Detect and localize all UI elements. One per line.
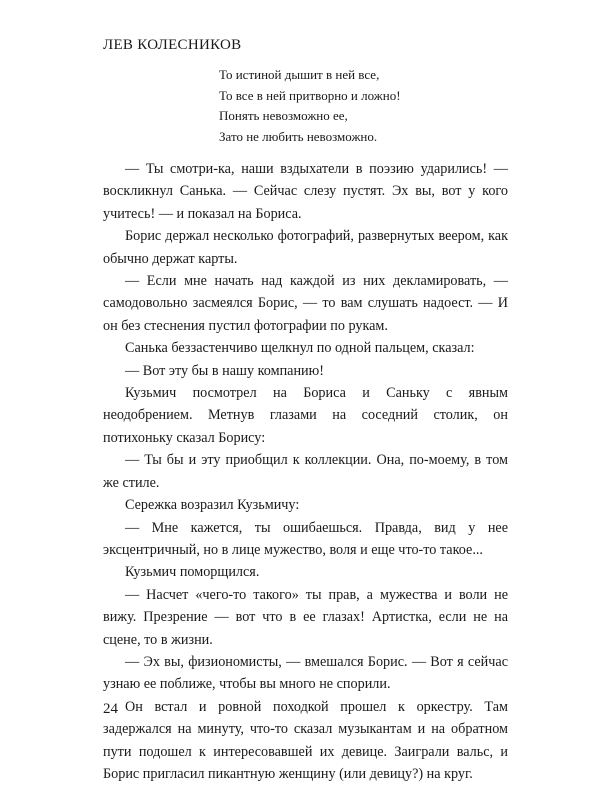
- paragraph: — Если мне начать над каждой из них декламировать, — самодовольно засмеялся Борис, — то вам слушать надоест. — И он без стеснения пустил фотографии по рукам.: [103, 273, 508, 334]
- paragraph: Борис держал несколько фотографий, развернутых веером, как обычно держат карты.: [103, 228, 508, 267]
- poem-line: Зато не любить невозможно.: [219, 128, 378, 144]
- paragraph: — Насчет «чего-то такого» ты прав, а мужества и воли не вижу. Презрение — вот что в ее глазах! Артистка, если не на сцене, то в жизни.: [103, 586, 508, 648]
- paragraph: Он встал и ровной походкой прошел к оркестру. Там задержался на минуту, что-то сказал музыкантам и на обратном пути подошел к интересовавшей их девице. Заиграли вальс, и Борис пригласил пикантную женщину (или девицу?) на круг.: [103, 698, 508, 782]
- paragraph: Сережка возразил Кузьмичу:: [125, 497, 300, 514]
- paragraph: Кузьмич поморщился.: [125, 564, 260, 581]
- poem-line: Понять невозможно ее,: [219, 108, 348, 123]
- body-text: [103, 158, 508, 785]
- poem-line: То истиной дышит в ней все,: [219, 67, 380, 82]
- paragraph: — Вот эту бы в нашу компанию!: [125, 362, 324, 379]
- paragraph: Кузьмич посмотрел на Бориса и Саньку с явным неодобрением. Метнув глазами на соседний столик, он потихоньку сказал Борису:: [103, 385, 508, 446]
- paragraph: — Мне кажется, ты ошибаешься. Правда, вид у нее эксцентричный, но в лице мужество, воля и еще что-то такое...: [103, 519, 508, 558]
- paragraph: — Ты смотри-ка, наши вздыхатели в поэзию ударились! — воскликнул Санька. — Сейчас слезу пустят. Эх вы, вот у кого учитесь! — и показал на Бориса.: [103, 161, 508, 222]
- paragraph: — Эх вы, физиономисты, — вмешался Борис. — Вот я сейчас узнаю ее поближе, чтобы вы много не спорили.: [103, 653, 508, 693]
- page-number: 24: [103, 701, 118, 717]
- paragraph: Санька беззастенчиво щелкнул по одной пальцем, сказал:: [125, 340, 475, 357]
- poem-line: То все в ней притворно и ложно!: [219, 87, 401, 103]
- poem-epigraph: [219, 65, 401, 147]
- paragraph: — Ты бы и эту приобщил к коллекции. Она, по-моему, в том же стиле.: [103, 452, 508, 491]
- running-head-author: ЛЕВ КОЛЕСНИКОВ: [103, 37, 242, 53]
